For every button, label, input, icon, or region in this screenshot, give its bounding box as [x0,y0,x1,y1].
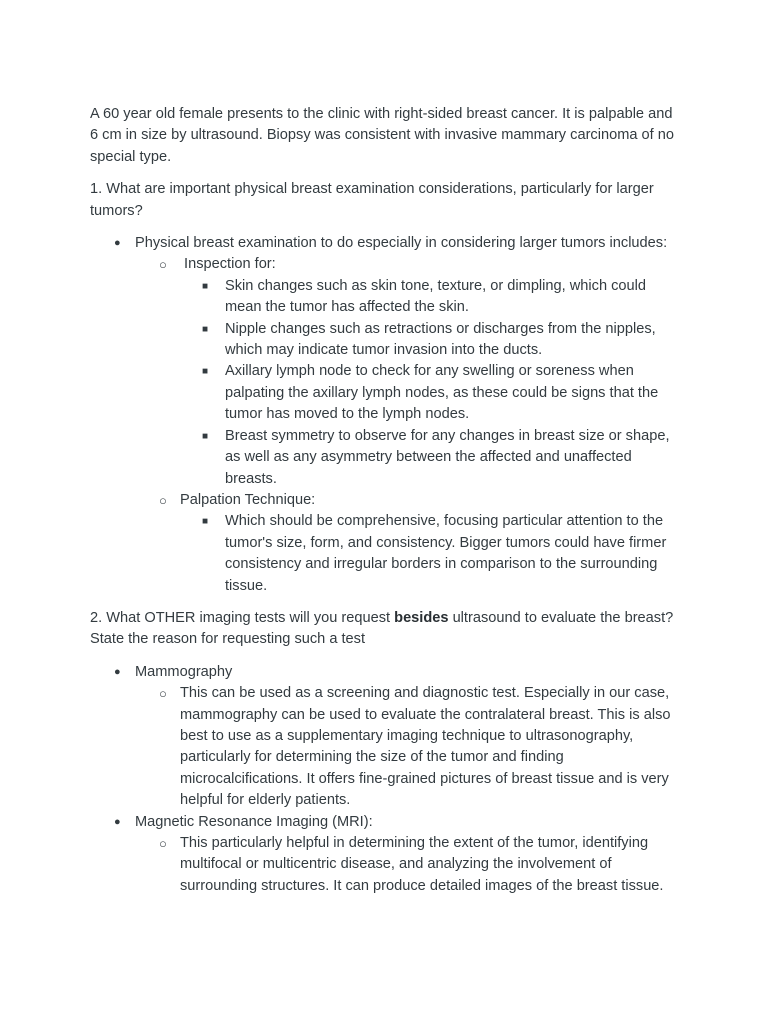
question-2-answer-list [90,662,680,897]
palpation-label: Palpation Technique: [180,491,316,508]
imaging-test-detail: This particularly helpful in determining the extent of the tumor, identifying multifocal or multicentric disease, and analyzing the involvement of surrounding structures. It can produce detailed images of the breast tissue. [180,835,664,894]
list-item [180,276,680,319]
list-item-text: Axillary lymph node to check for any swelling or soreness when palpating the axillary lymph nodes, as these could be signs that the tumor has moved to the lymph nodes. [225,363,659,423]
case-intro-paragraph: A 60 year old female presents to the clinic with right-sided breast cancer. It is palpable and 6 cm in size by ultrasound. Biopsy was consistent with invasive mammary carcinoma of no special type. [90,106,674,165]
question-2 [90,608,680,651]
filled-circle-bullet-icon: ● [114,237,121,250]
question-1-answer-list [90,233,680,597]
question-2-text-before: 2. What OTHER imaging tests will you request [90,609,395,626]
list-item [180,361,680,425]
list-item [135,833,680,897]
list-item [180,319,680,362]
filled-circle-bullet-icon: ● [114,665,121,678]
filled-circle-bullet-icon: ● [114,815,121,828]
list-item [90,812,680,898]
palpation-list [180,511,680,597]
imaging-test-label: Magnetic Resonance Imaging (MRI): [135,813,373,830]
list-item [135,490,680,597]
question-2-emphasis: besides [394,609,449,626]
square-bullet-icon: ■ [202,516,209,528]
square-bullet-icon: ■ [202,430,209,442]
list-item [90,233,680,597]
list-item-text: Physical breast examination to do especially in considering larger tumors includes: [135,235,668,252]
list-item-text: Which should be comprehensive, focusing particular attention to the tumor's size, form, and consistency. Bigger tumors could have firmer consistency and irregular borders in comparison to the surrounding tissue. [225,513,667,594]
list-item-text: Nipple changes such as retractions or discharges from the nipples, which may indicate tumor invasion into the ducts. [225,320,656,359]
question-2-text-after: ultrasound to evaluate the breast? State the reason for requesting such a test [90,609,674,648]
exam-sublist [135,254,680,597]
hollow-circle-bullet-icon: ○ [159,492,167,508]
list-item [90,662,680,812]
imaging-test-detail: This can be used as a screening and diagnostic test. Especially in our case, mammography can be used to evaluate the contralateral breast. This is also best to use as a supplementary imaging technique to ultrasonography, particularly for determining the size of the tumor and finding microcalcifications. It offers fine-grained pictures of breast tissue and is very helpful for elderly patients. [180,685,671,809]
imaging-detail-list [135,683,680,811]
hollow-circle-bullet-icon: ○ [159,836,167,851]
square-bullet-icon: ■ [202,280,209,292]
list-item [135,254,680,489]
imaging-test-label: Mammography [135,663,233,680]
list-item [180,426,680,490]
list-item-text: Breast symmetry to observe for any changes in breast size or shape, as well as any asymmetry between the affected and unaffected breasts. [225,427,670,487]
square-bullet-icon: ■ [202,323,209,335]
hollow-circle-bullet-icon: ○ [159,257,167,273]
hollow-circle-bullet-icon: ○ [159,686,167,702]
list-item [180,511,680,597]
square-bullet-icon: ■ [202,366,209,378]
imaging-detail-list [135,833,680,897]
inspection-label: Inspection for: [180,256,276,273]
document-body [90,104,680,897]
inspection-list [180,276,680,490]
list-item [135,683,680,811]
list-item-text: Skin changes such as skin tone, texture, or dimpling, which could mean the tumor has affected the skin. [225,277,647,316]
question-1: 1. What are important physical breast examination considerations, particularly for larger tumors? [90,181,654,219]
